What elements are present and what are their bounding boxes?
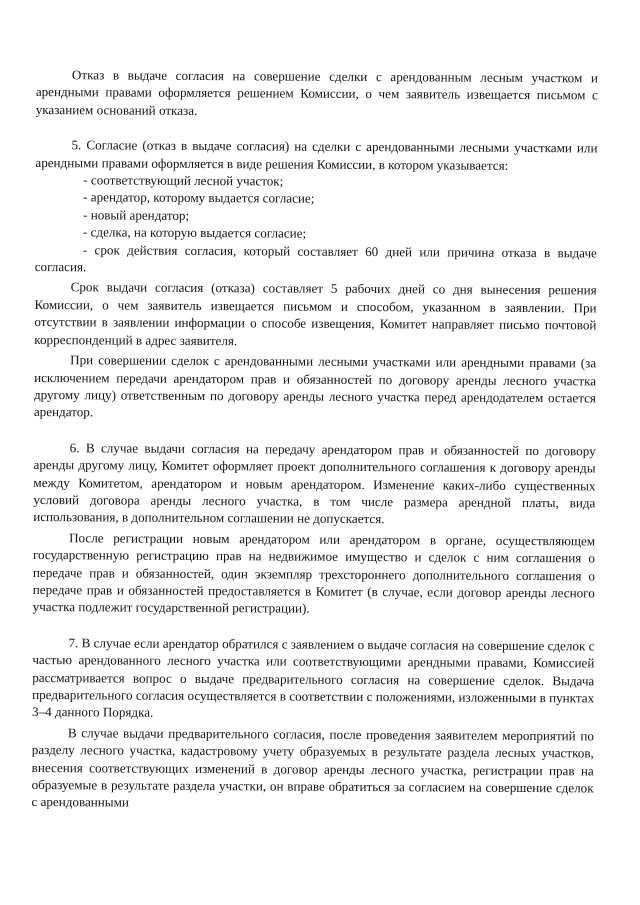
paragraph-section-5: 5. Согласие (отказ в выдаче согласия) на сделки с арендованными лесными участками или арендными правами оформляется в виде решения Комиссии, в котором указывается: [35, 137, 598, 173]
paragraph-refusal-intro: Отказ в выдаче согласия на совершение сделки с арендованным лесным участком и арендными правами оформляется решением Комиссии, о чем заявитель извещается письмом с указанием оснований отказа. [35, 67, 598, 118]
paragraph-responsibility: При совершении сделок с арендованными лесными участками или арендными правами (за исключением передачи арендатором прав и обязанностей по договору аренды лесного участка другому лицу) ответственным по договору аренды лесного участка перед арендодателем остается арендатор. [33, 352, 597, 420]
list-item: - новый арендатор; [83, 207, 190, 223]
paragraph-section-6: 6. В случае выдачи согласия на передачу арендатором прав и обязанностей по договору аренды другому лицу, Комитет оформляет проект дополнительного соглашения к договору аренды между Комитетом, арендатором и новым арендатором. Изменение каких-либо существенных условий договора аренды лесного участка, в том числе размера арендной платы, вида использования, в дополнительном соглашении не допускается. [33, 439, 596, 527]
consent-contents-list [35, 171, 598, 279]
paragraph-registration: После регистрации новым арендатором или арендатором в органе, осуществляющем государственную регистрацию прав на недвижимое имущество и сделок с ним соглашения о передаче прав и обязанностей, один экземпляр трехстороннего дополнительного соглашения о передаче прав и обязанностей предоставляется в Комитет (в случае, если договор аренды лесного участка подлежит государственной регистрации). [32, 529, 596, 617]
list-item: - соответствующий лесной участок; [83, 172, 284, 189]
list-item: - сделка, на которую выдается согласие; [82, 224, 307, 241]
document-body [31, 66, 598, 814]
list-item: - арендатор, которому выдается согласие; [83, 189, 315, 207]
list-item: - срок действия согласия, который составляет 60 дней или причина отказа в выдаче согласия. [34, 241, 597, 275]
paragraph-section-7: 7. В случае если арендатор обратился с заявлением о выдаче согласия на совершение сделок с частью арендованного лесного участка или соответствующими арендными правами, Комиссией рассматривается вопрос о выдаче предварительного согласия на совершение сделок. Выдача предварительного согласия осуществляется в соответствии с положениями, изложенными в пунктах 3–4 данного Порядка. [32, 634, 595, 721]
paragraph-consent-term: Срок выдачи согласия (отказа) составляет 5 рабочих дней со дня вынесения решения Комиссии, о чем заявитель извещается письмом и способом, указанном в заявлении. При отсутствии в заявлении информации о способе извещения, Комитет направляет письмо почтовой корреспонденций в адрес заявителя. [34, 279, 597, 348]
paragraph-preliminary-consent: В случае выдачи предварительного согласия, после проведения заявителем мероприятий по разделу лесного участка, кадастровому учету образуемых в результате раздела лесных участков, внесения соответствующих изменений в договор аренды лесного участка, регистрации прав на образуемые в результате раздела участки, он вправе обратиться за согласием на совершение сделок с арендованными [31, 725, 594, 811]
